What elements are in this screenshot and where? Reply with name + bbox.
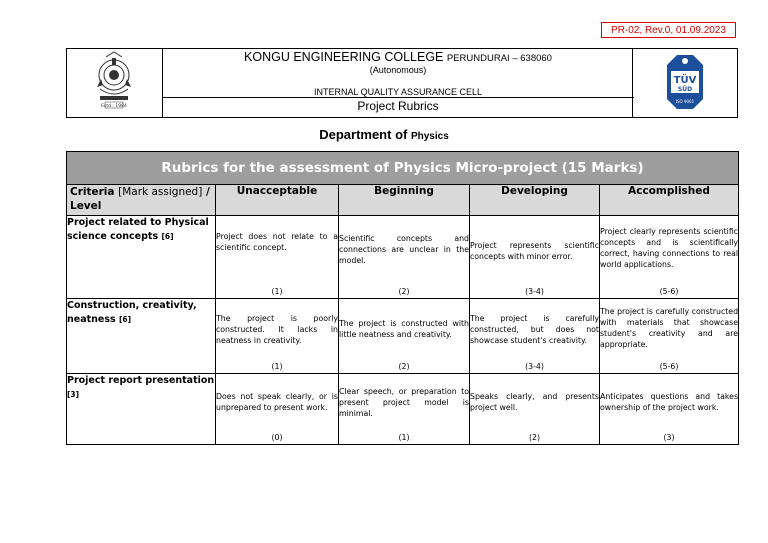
college-name: KONGU ENGINEERING COLLEGE (244, 50, 444, 64)
criterion-label: Project report presentation [3] (67, 374, 216, 445)
table-row (67, 216, 739, 299)
level-accomplished: Accomplished (600, 185, 739, 216)
score-label: (3-4) (525, 362, 544, 371)
criteria-header: Criteria [Mark assigned] / Level (67, 185, 216, 216)
document-reference: PR-02, Rev.0, 01.09.2023 (601, 22, 736, 38)
rubric-cell: Project clearly represents scientific concepts and is scientifically correct, having connections to real world applications. (5-6) (600, 216, 739, 299)
tuv-sud-certification-icon (633, 49, 737, 117)
score-label: (2) (398, 287, 410, 296)
score-label: (2) (398, 362, 410, 371)
certification-logo (632, 49, 737, 117)
department-prefix: Department of (319, 127, 408, 142)
score-label: (3-4) (525, 287, 544, 296)
college-place: PERUNDURAI – 638060 (446, 53, 552, 64)
rubric-cell: Clear speech, or preparation to present project model is minimal. (1) (339, 374, 470, 445)
rubric-cell: The project is carefully constructed with materials that showcase student's creativity and are appropriate. (5-6) (600, 299, 739, 374)
autonomous-label: (Autonomous) (369, 65, 427, 75)
tuv-brand: TÜV (673, 75, 697, 86)
college-emblem-icon (67, 49, 162, 117)
rubric-cell: Scientific concepts and connections are unclear in the model. (2) (339, 216, 470, 299)
department-title (0, 127, 768, 142)
rubric-cell: Project represents scientific concepts with minor error. (3-4) (470, 216, 600, 299)
cell-name: INTERNAL QUALITY ASSURANCE CELL (313, 87, 483, 97)
rubric-cell: Speaks clearly, and presents project well. (2) (470, 374, 600, 445)
score-label: (1) (271, 362, 283, 371)
table-row (67, 299, 739, 374)
score-label: (3) (663, 433, 675, 442)
rubric-cell: Does not speak clearly, or is unprepared to present work. (0) (216, 374, 339, 445)
rubric-cell: The project is carefully constructed, but does not showcase student's creativity. (3-4) (470, 299, 600, 374)
score-label: (5-6) (659, 362, 679, 371)
header-row (67, 185, 739, 216)
rubric-cell: The project is constructed with little neatness and creativity. (2) (339, 299, 470, 374)
score-label: (1) (398, 433, 410, 442)
level-unacceptable: Unacceptable (216, 185, 339, 216)
rubric-cell: Anticipates questions and takes ownership of the project work. (3) (600, 374, 739, 445)
letterhead (66, 48, 738, 118)
score-label: (5-6) (659, 287, 679, 296)
department-subject: Physics (410, 131, 449, 142)
score-label: (1) (271, 287, 283, 296)
sud-label: SÜD (677, 86, 693, 93)
score-label: (2) (528, 433, 541, 442)
rubric-cell: Project does not relate to a scientific concept. (1) (216, 216, 339, 299)
level-beginning: Beginning (339, 185, 470, 216)
established-year: Estd : 1984 (101, 104, 127, 109)
criterion-label: Construction, creativity, neatness [6] (67, 299, 216, 374)
criterion-label: Project related to Physical science concepts [6] (67, 216, 216, 299)
letterhead-center (162, 49, 634, 117)
level-developing: Developing (470, 185, 600, 216)
rubric-cell: The project is poorly constructed. It lacks in neatness in creativity. (1) (216, 299, 339, 374)
rubrics-table (66, 151, 739, 445)
score-label: (0) (271, 433, 283, 442)
table-row (67, 374, 739, 445)
iso-code: ISO 9001 (675, 99, 695, 104)
document-title: Project Rubrics (162, 97, 634, 117)
rubrics-title: Rubrics for the assessment of Physics Micro-project (15 Marks) (67, 152, 739, 185)
college-logo (67, 49, 163, 117)
